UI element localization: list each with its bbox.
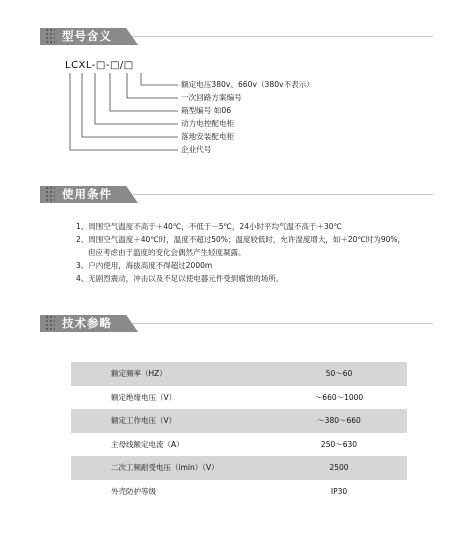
param-name: 主母线额定电流（A） [111,439,184,449]
param-value: ～660～1000 [314,392,364,402]
list-item: 4、无剧烈震动，冲击以及不足以使电器元件受到腐蚀的场所。 [76,274,284,283]
section-header-usage [40,186,433,203]
table-row [71,409,407,433]
param-value: IP30 [330,486,348,496]
table-row [71,433,407,457]
param-name: 外壳防护等级 [111,486,156,496]
legend-item-voltage: 额定电压380v、660v（380v不表示） [181,80,314,89]
dot-pattern-icon [45,186,55,203]
legend-leader-lines [65,60,185,180]
list-item: 但应考虑由于温度的变化会偶然产生轻度凝露。 [88,248,246,257]
legend-item-company: 企业代号 [181,145,212,154]
table-row [71,480,407,504]
usage-conditions-list [76,220,456,285]
param-value: 250～630 [320,439,358,449]
section-title: 技术参略 [62,316,112,330]
list-item: 3、户内使用，海拔高度不得超过2000m [76,261,213,270]
param-value: 50～60 [271,362,407,386]
list-item: 2、周围空气温度＋40℃时，温度不超过50%；温度较低时，允许湿度增大，如＋20℃时为90%， [76,235,406,244]
list-item: 1、周围空气温度不高于＋40℃，不低于－5℃，24小时平均气温不高于＋30℃ [76,222,342,231]
table-row [71,362,407,386]
param-value: ～380～660 [271,409,407,433]
dot-pattern-icon [45,28,55,45]
param-value: 2500 [271,456,407,480]
legend-item-box: 箱型编号 如06 [181,106,232,115]
param-name: 二次工频耐受电压（imin）（V） [71,456,271,480]
param-name: 额定绝缘电压（V） [111,392,177,402]
table-row [71,386,407,410]
section-title: 型号含义 [62,29,112,43]
tech-params-table [71,362,407,503]
legend-item-scheme: 一次回路方案编号 [181,93,242,102]
model-code: LCXL-□-□/□ [65,60,134,71]
param-name: 额定工作电压（V） [71,409,271,433]
section-header-model [40,28,433,45]
dot-pattern-icon [45,315,55,332]
table-row [71,456,407,480]
legend-item-floor: 落地安装配电柜 [181,132,235,141]
section-title: 使用条件 [62,187,112,201]
legend-item-power: 动力电控配电柜 [181,119,235,128]
model-code-diagram [65,60,405,180]
section-header-tech [40,315,433,332]
param-name: 额定频率（HZ） [71,362,271,386]
